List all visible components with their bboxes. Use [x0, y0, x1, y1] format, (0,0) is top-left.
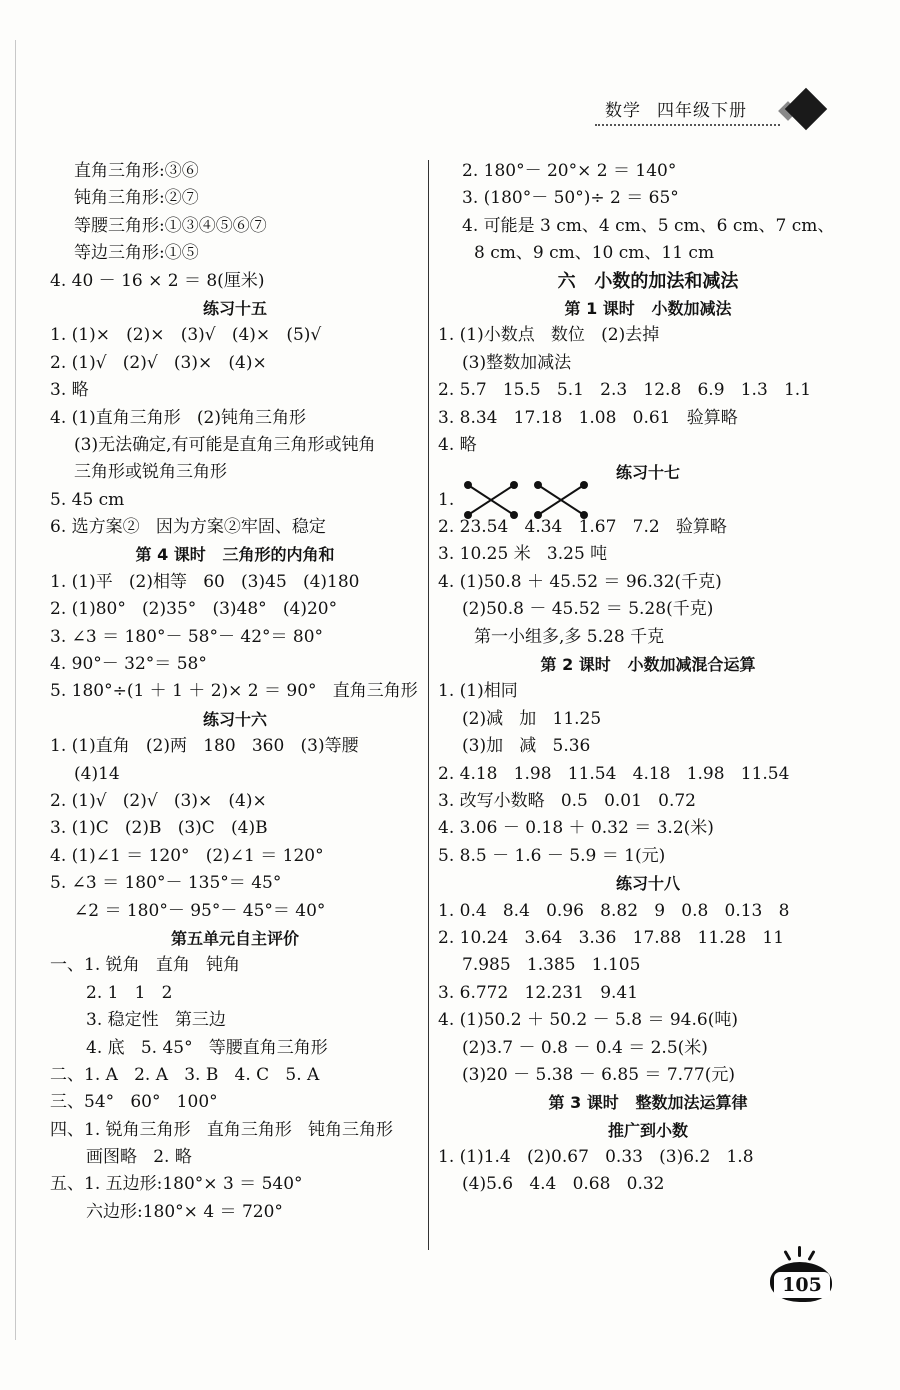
section-heading: 练习十七 — [615, 463, 680, 483]
section-heading: 第五单元自主评价 — [170, 928, 299, 948]
answer-line: 3. (1)C (2)B (3)C (4)B — [50, 818, 268, 839]
answer-line: 4. 40 － 16 × 2 ＝ 8(厘米) — [50, 270, 265, 291]
section-heading: 第 1 课时 小数加减法 — [564, 298, 732, 318]
section-heading: 练习十五 — [202, 298, 267, 318]
answer-line: (4)14 — [74, 763, 120, 784]
section-heading: 第 3 课时 整数加法运算律 — [548, 1093, 748, 1113]
answer-line: 1. (1)× (2)× (3)√ (4)× (5)√ — [50, 325, 322, 346]
answer-line: 8 cm、9 cm、10 cm、11 cm — [474, 243, 715, 264]
answer-line: 4. (1)50.8 ＋ 45.52 ＝ 96.32(千克) — [438, 571, 722, 592]
section-heading: 六 小数的加法和减法 — [557, 270, 739, 292]
answer-line: ∠2 ＝ 180°－ 95°－ 45°＝ 40° — [74, 900, 326, 921]
answer-line: 4. 3.06 － 0.18 ＋ 0.32 ＝ 3.2(米) — [438, 818, 714, 839]
header-grade: 四年级下册 — [657, 101, 747, 121]
answer-line: 三、54° 60° 100° — [50, 1092, 218, 1113]
answer-line: 2. 180°－ 20°× 2 ＝ 140° — [462, 161, 677, 181]
matching-dot — [580, 481, 588, 489]
answer-line: 3. 10.25 米 3.25 吨 — [438, 544, 608, 565]
answer-line: 4. (1)直角三角形 (2)钝角三角形 — [50, 407, 306, 428]
answer-line: 7.985 1.385 1.105 — [462, 955, 641, 976]
matching-dot — [534, 481, 542, 489]
answer-line: (3)加 减 5.36 — [462, 736, 591, 757]
section-heading: 练习十八 — [615, 874, 680, 894]
answer-label: 1. — [438, 489, 455, 510]
answer-line: 四、1. 锐角三角形 直角三角形 钝角三角形 — [50, 1119, 394, 1140]
section-heading: 第 2 课时 小数加减混合运算 — [540, 655, 756, 675]
answer-line — [438, 487, 858, 514]
answer-line: 2. 4.18 1.98 11.54 4.18 1.98 11.54 — [438, 763, 790, 784]
section-heading: 练习十六 — [202, 709, 267, 729]
answer-line: 3. ∠3 ＝ 180°－ 58°－ 42°＝ 80° — [50, 626, 324, 647]
header-subject: 数学 — [605, 101, 641, 121]
answer-line: 4. 可能是 3 cm、4 cm、5 cm、6 cm、7 cm、 — [462, 215, 835, 236]
answer-line: 1. (1)相同 — [438, 681, 518, 702]
section-heading: 推广到小数 — [607, 1120, 688, 1140]
answer-line: 二、1. A 2. A 3. B 4. C 5. A — [50, 1064, 320, 1085]
answer-line: 等边三角形:①⑤ — [74, 243, 199, 264]
answer-line: 2. (1)√ (2)√ (3)× (4)× — [50, 352, 267, 373]
answer-line: (3)整数加减法 — [462, 352, 572, 373]
badge-ray-icon — [783, 1250, 791, 1261]
answer-line: 五、1. 五边形:180°× 3 ＝ 540° — [50, 1174, 303, 1195]
page-header — [595, 92, 845, 142]
badge-ray-icon — [798, 1246, 801, 1257]
header-diamond-icon — [785, 88, 827, 130]
answer-line: 1. (1)小数点 数位 (2)去掉 — [438, 325, 660, 346]
answer-line: 2. 23.54 4.34 1.67 7.2 验算略 — [438, 517, 727, 538]
answer-line: (2)3.7 － 0.8 － 0.4 ＝ 2.5(米) — [462, 1037, 708, 1058]
answer-line: 2. (1)80° (2)35° (3)48° (4)20° — [50, 599, 338, 620]
answer-line: 第一小组多,多 5.28 千克 — [474, 626, 665, 647]
answer-line: (3)20 － 5.38 － 6.85 ＝ 7.77(元) — [462, 1064, 735, 1085]
answer-line: 2. (1)√ (2)√ (3)× (4)× — [50, 790, 267, 811]
answer-line: 六边形:180°× 4 ＝ 720° — [86, 1201, 283, 1222]
column-divider — [428, 160, 429, 1250]
header-dotted-rule — [595, 124, 780, 126]
answer-line: 5. 8.5 － 1.6 － 5.9 ＝ 1(元) — [438, 845, 666, 866]
answer-line: 三角形或锐角三角形 — [74, 462, 227, 483]
answer-line: 5. 180°÷(1 ＋ 1 ＋ 2)× 2 ＝ 90° 直角三角形 — [50, 681, 418, 702]
badge-ray-icon — [807, 1250, 815, 1261]
answer-line: 4. 底 5. 45° 等腰直角三角形 — [86, 1037, 328, 1058]
page-spine-line — [15, 40, 16, 1340]
left-answer-column — [50, 158, 420, 1226]
answer-line: 3. 改写小数略 0.5 0.01 0.72 — [438, 790, 696, 811]
answer-line: 5. 45 cm — [50, 489, 125, 510]
answer-line: 4. (1)50.2 ＋ 50.2 － 5.8 ＝ 94.6(吨) — [438, 1010, 738, 1031]
answer-line: 5. ∠3 ＝ 180°－ 135°＝ 45° — [50, 873, 282, 894]
answer-line: (4)5.6 4.4 0.68 0.32 — [462, 1174, 665, 1195]
answer-line: 4. 略 — [438, 434, 477, 455]
answer-line: 一、1. 锐角 直角 钝角 — [50, 955, 241, 976]
answer-line: 3. (180°－ 50°)÷ 2 ＝ 65° — [462, 188, 679, 209]
matching-dot — [510, 481, 518, 489]
page-number: 105 — [774, 1272, 830, 1298]
answer-line: 1. 0.4 8.4 0.96 8.82 9 0.8 0.13 8 — [438, 900, 790, 921]
answer-line: 4. 90°－ 32°＝ 58° — [50, 654, 207, 675]
answer-line: 3. 稳定性 第三边 — [86, 1010, 226, 1031]
answer-line: 2. 1 1 2 — [86, 982, 173, 1003]
answer-line: 3. 6.772 12.231 9.41 — [438, 982, 639, 1003]
answer-line: 等腰三角形:①③④⑤⑥⑦ — [74, 215, 267, 236]
answer-line: 1. (1)1.4 (2)0.67 0.33 (3)6.2 1.8 — [438, 1147, 754, 1168]
header-title — [605, 96, 763, 121]
matching-dot — [464, 481, 472, 489]
answer-line: 画图略 2. 略 — [86, 1147, 192, 1168]
answer-line: 钝角三角形:②⑦ — [74, 188, 199, 209]
answer-line: 直角三角形:③⑥ — [74, 161, 199, 181]
page-number-badge — [766, 1250, 836, 1310]
answer-line: 2. 5.7 15.5 5.1 2.3 12.8 6.9 1.3 1.1 — [438, 380, 812, 401]
answer-line: 1. (1)平 (2)相等 60 (3)45 (4)180 — [50, 571, 360, 592]
answer-line: (3)无法确定,有可能是直角三角形或钝角 — [74, 434, 376, 455]
answer-line: 2. 10.24 3.64 3.36 17.88 11.28 11 — [438, 927, 785, 948]
right-answer-column — [438, 158, 858, 1199]
answer-line: 3. 8.34 17.18 1.08 0.61 验算略 — [438, 407, 738, 428]
answer-line: 6. 选方案② 因为方案②牢固、稳定 — [50, 517, 326, 538]
answer-line: 4. (1)∠1 ＝ 120° (2)∠1 ＝ 120° — [50, 845, 324, 866]
answer-line: (2)50.8 － 45.52 ＝ 5.28(千克) — [462, 599, 714, 620]
answer-line: 1. (1)直角 (2)两 180 360 (3)等腰 — [50, 736, 359, 757]
answer-line: (2)减 加 11.25 — [462, 708, 602, 729]
answer-line: 3. 略 — [50, 380, 89, 401]
section-heading: 第 4 课时 三角形的内角和 — [135, 545, 335, 565]
